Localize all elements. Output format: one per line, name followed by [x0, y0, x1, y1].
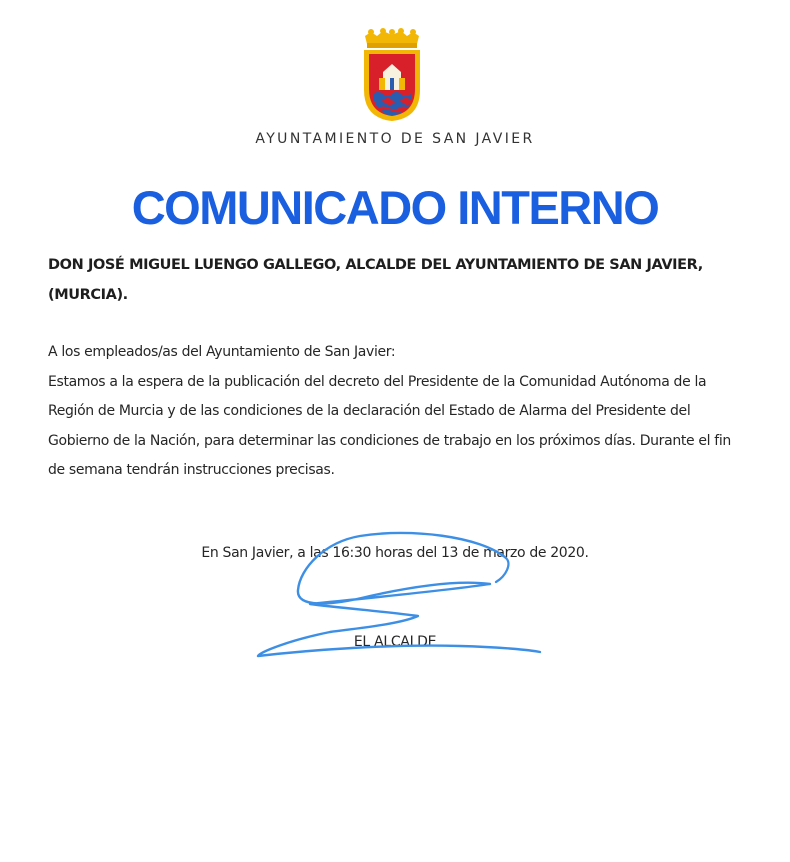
signatory-title: EL ALCALDE — [353, 634, 437, 650]
coat-of-arms-icon — [361, 28, 423, 122]
organization-name: AYUNTAMIENTO DE SAN JAVIER — [255, 131, 535, 147]
dateline: En San Javier, a las 16:30 horas del 13 de marzo de 2020. — [201, 545, 589, 561]
body-paragraph: Estamos a la espera de la publicación del decreto del Presidente de la Comunidad Autónoma de la Región de Murcia y de las condiciones de la declaración del Estado de Alarma del Presidente del Gobierno de la Nación, para determinar las condiciones de trabajo en los próximos días. Durante el fin de semana tendrán instrucciones precisas. — [48, 373, 731, 478]
greeting: A los empleados/as del Ayuntamiento de San Javier: — [48, 344, 396, 360]
document-body — [48, 338, 748, 486]
handwritten-signature-icon — [250, 528, 550, 668]
document-heading: DON JOSÉ MIGUEL LUENGO GALLEGO, ALCALDE DEL AYUNTAMIENTO DE SAN JAVIER, (MURCIA). — [48, 257, 703, 303]
document-title: COMUNICADO INTERNO — [131, 181, 659, 234]
